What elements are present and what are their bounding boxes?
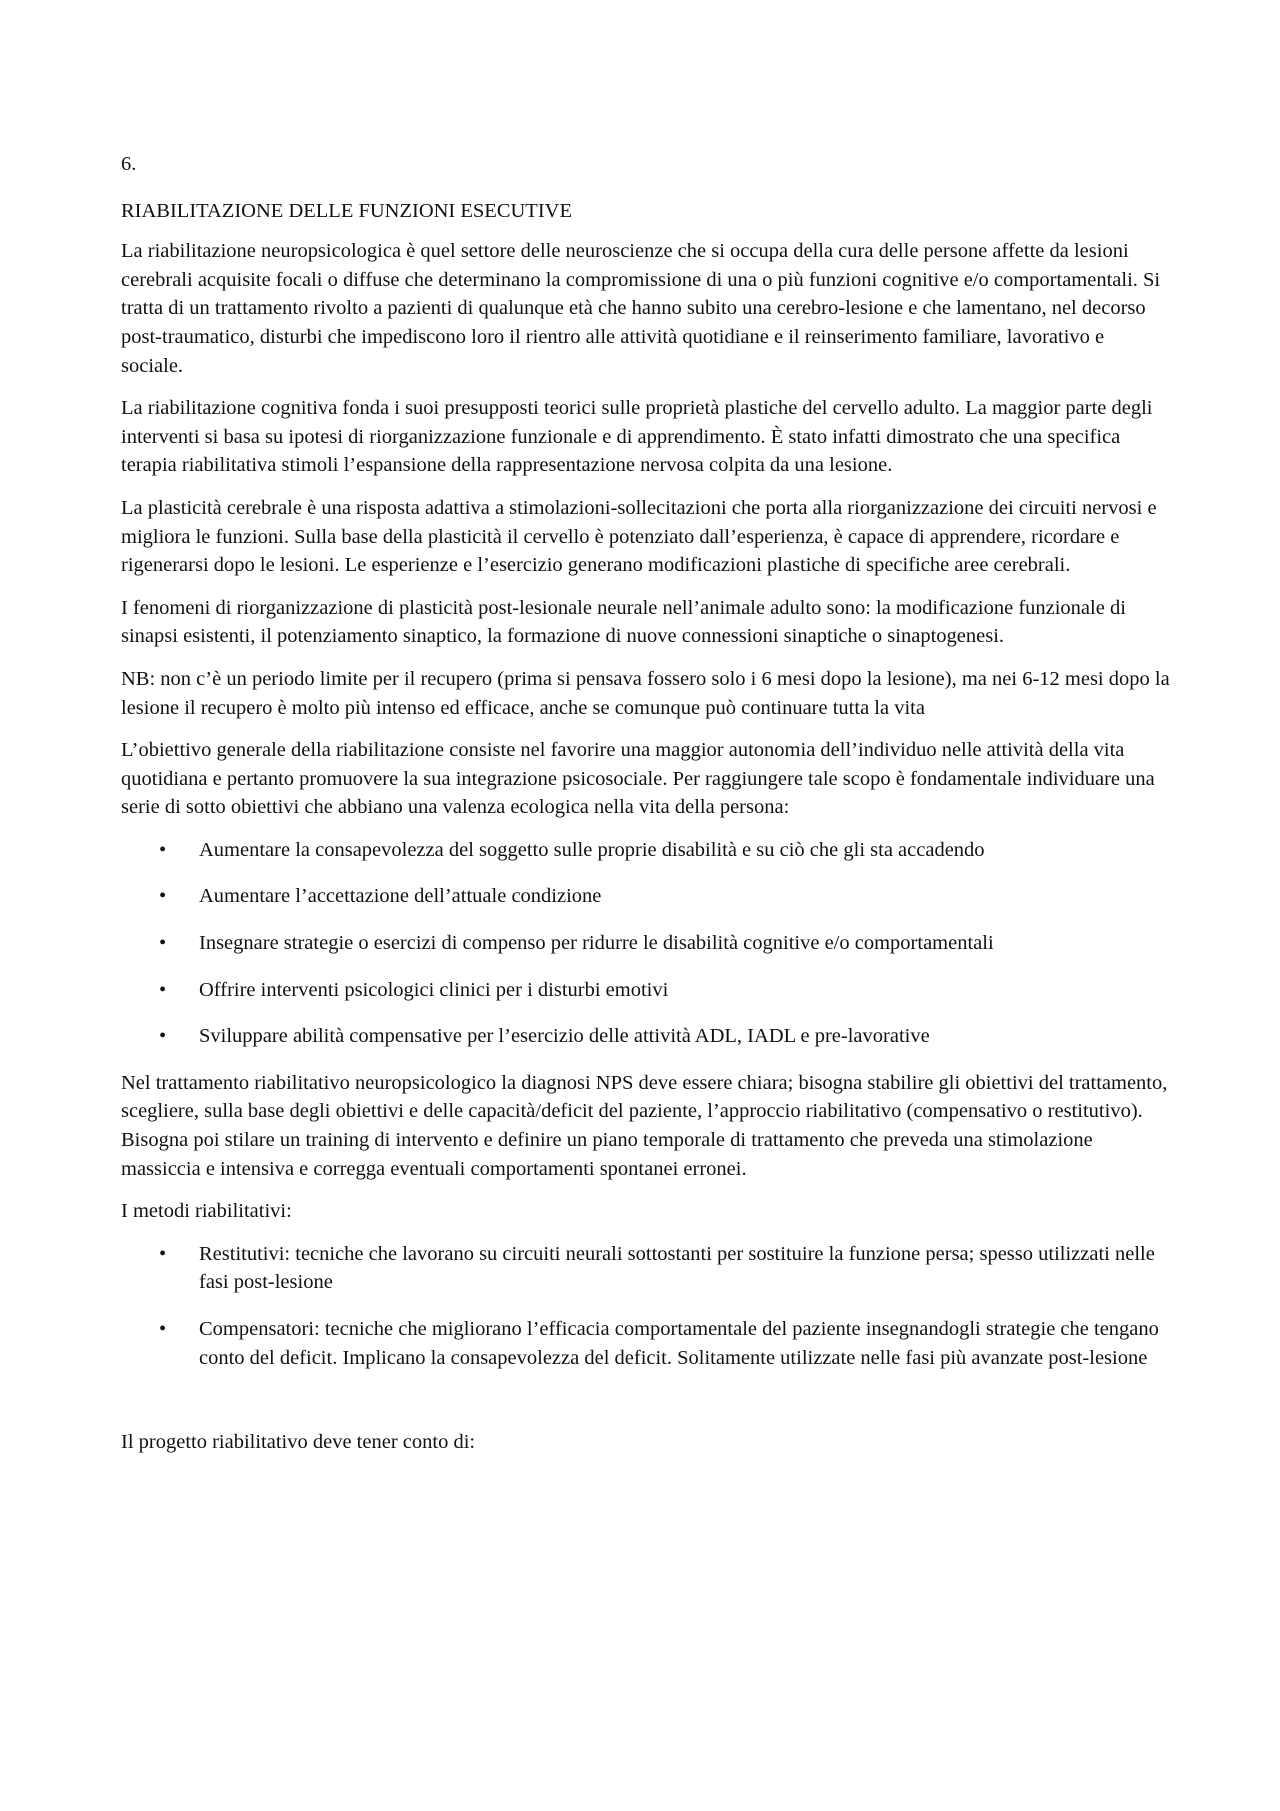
paragraph: I metodi riabilitativi:	[121, 1200, 292, 1223]
bullet-icon: •	[159, 885, 167, 908]
list-item-text: Compensatori: tecniche che migliorano l’efficacia comportamentale del paziente insegnandogli strategie che tengano conto del deficit. Implicano la consapevolezza del deficit. Solitamente utilizzate nelle fasi più avanzate post-lesione	[199, 1318, 1159, 1369]
bullet-icon: •	[159, 838, 167, 861]
goals-list	[121, 836, 1171, 1051]
closing-line: Il progetto riabilitativo deve tener conto di:	[121, 1431, 476, 1454]
paragraph: La riabilitazione cognitiva fonda i suoi presupposti teorici sulle proprietà plastiche del cervello adulto. La maggior parte degli interventi si basa su ipotesi di riorganizzazione funzionale e di apprendimento. È stato infatti dimostrato che una specifica terapia riabilitativa stimoli l’espansione della rappresentazione nervosa colpita da una lesione.	[121, 397, 1153, 477]
section-number: 6.	[121, 153, 137, 175]
list-item	[121, 1315, 1171, 1372]
bullet-icon: •	[159, 1025, 167, 1048]
list-item-text: Aumentare la consapevolezza del soggetto sulle proprie disabilità e su ciò che gli sta accadendo	[199, 838, 985, 861]
list-item-text: Aumentare l’accettazione dell’attuale condizione	[199, 885, 602, 908]
methods-list	[121, 1240, 1171, 1372]
list-item-text: Offrire interventi psicologici clinici per i disturbi emotivi	[199, 978, 669, 1001]
bullet-icon: •	[159, 1242, 167, 1265]
list-item	[121, 836, 1171, 865]
bullet-icon: •	[159, 932, 167, 955]
paragraph: I fenomeni di riorganizzazione di plasticità post-lesionale neurale nell’animale adulto sono: la modificazione funzionale di sinapsi esistenti, il potenziamento sinaptico, la formazione di nuove connessioni sinaptiche o sinaptogenesi.	[121, 596, 1126, 648]
paragraph: L’obiettivo generale della riabilitazione consiste nel favorire una maggior autonomia dell’individuo nelle attività della vita quotidiana e pertanto promuovere la sua integrazione psicosociale. Per raggiungere tale scopo è fondamentale individuare una serie di sotto obiettivi che abbiano una valenza ecologica nella vita della persona:	[121, 739, 1155, 819]
list-item	[121, 976, 1171, 1005]
bullet-icon: •	[159, 978, 167, 1001]
list-item-text: Restitutivi: tecniche che lavorano su circuiti neurali sottostanti per sostituire la funzione persa; spesso utilizzati nelle fasi post-lesione	[199, 1242, 1155, 1294]
paragraph: La plasticità cerebrale è una risposta adattiva a stimolazioni-sollecitazioni che porta alla riorganizzazione dei circuiti nervosi e migliora le funzioni. Sulla base della plasticità il cervello è potenziato dall’esperienza, è capace di apprendere, ricordare e rigenerarsi dopo le lesioni. Le esperienze e l’esercizio generano modificazioni plastiche di specifiche aree cerebrali.	[121, 496, 1157, 577]
list-item	[121, 1240, 1171, 1297]
list-item-text: Insegnare strategie o esercizi di compenso per ridurre le disabilità cognitive e/o comportamentali	[199, 932, 994, 955]
blank-line	[121, 1390, 1171, 1428]
list-item	[121, 1022, 1171, 1051]
list-item	[121, 929, 1171, 958]
list-item-text: Sviluppare abilità compensative per l’esercizio delle attività ADL, IADL e pre-lavorative	[199, 1025, 930, 1048]
paragraph: NB: non c’è un periodo limite per il recupero (prima si pensava fossero solo i 6 mesi dopo la lesione), ma nei 6-12 mesi dopo la lesione il recupero è molto più intenso ed efficace, anche se comunque può continuare tutta la vita	[121, 667, 1170, 719]
paragraph: La riabilitazione neuropsicologica è quel settore delle neuroscienze che si occupa della cura delle persone affette da lesioni cerebrali acquisite focali o diffuse che determinano la compromissione di una o più funzioni cognitive e/o comportamentali. Si tratta di un trattamento rivolto a pazienti di qualunque età che hanno subito una cerebro-lesione e che lamentano, nel decorso post-traumatico, disturbi che impediscono loro il rientro alle attività quotidiane e il reinserimento familiare, lavorativo e sociale.	[121, 240, 1161, 377]
document-page	[121, 150, 1171, 1471]
section-heading: RIABILITAZIONE DELLE FUNZIONI ESECUTIVE	[121, 199, 572, 222]
bullet-icon: •	[159, 1318, 167, 1340]
paragraph: Nel trattamento riabilitativo neuropsicologico la diagnosi NPS deve essere chiara; bisogna stabilire gli obiettivi del trattamento, scegliere, sulla base degli obiettivi e delle capacità/deficit del paziente, l’approccio riabilitativo (compensativo o restitutivo). Bisogna poi stilare un training di intervento e definire un piano temporale di trattamento che preveda una stimolazione massiccia e intensiva e corregga eventuali comportamenti spontanei erronei.	[121, 1071, 1168, 1180]
list-item	[121, 882, 1171, 911]
